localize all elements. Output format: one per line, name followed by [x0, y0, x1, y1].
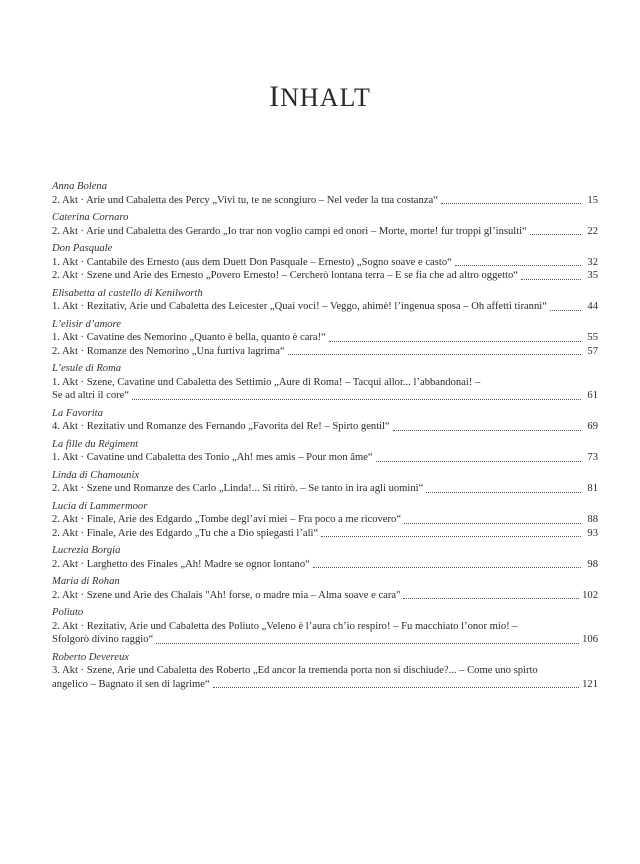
toc-item-text: 1. Akt · Szene, Cavatine und Cabaletta des Settimio „Aure di Roma! – Tacqui allor... l’abbandonai! – — [52, 376, 481, 388]
toc-entry — [52, 469, 598, 496]
page-number: 88 — [587, 514, 598, 525]
page-number: 32 — [587, 256, 598, 268]
page-number: 35 — [587, 270, 598, 281]
page-number: 55 — [587, 332, 598, 343]
opera-title: L’esule di Roma — [52, 363, 122, 374]
toc-item — [52, 389, 598, 403]
opera-title: Poliuto — [52, 607, 84, 618]
page-title-text: INHALT — [269, 80, 371, 113]
toc-item-text: 1. Akt · Cavatine und Cabaletta des Tonio „Ah! mes amis – Pour mon âme“ — [52, 452, 373, 463]
opera-title: Elisabetta al castello di Kenilworth — [52, 287, 203, 299]
toc-entry — [52, 211, 598, 238]
toc-item — [52, 345, 598, 359]
toc-item-text: 2. Akt · Szene und Arie des Ernesto „Povero Ernesto! – Cercherò lontana terra – E se fia che ad altro oggetto“ — [52, 270, 518, 281]
opera-title: Caterina Cornaro — [52, 212, 129, 223]
dot-leader — [550, 309, 581, 311]
opera-title: Linda di Chamounix — [52, 469, 140, 481]
dot-leader — [376, 460, 581, 462]
toc-entry — [52, 544, 598, 571]
opera-title: Don Pasquale — [52, 243, 113, 254]
page-number: 61 — [587, 390, 598, 401]
toc-item — [52, 300, 598, 314]
page-number: 93 — [587, 527, 598, 539]
page-number: 69 — [587, 421, 598, 432]
dot-leader — [455, 264, 581, 266]
toc-item — [52, 256, 598, 270]
dot-leader — [441, 202, 581, 204]
page-number: 81 — [587, 483, 598, 494]
opera-title: Anna Bolena — [52, 181, 108, 192]
dot-leader — [132, 398, 581, 400]
opera-title: La Favorita — [52, 407, 103, 419]
opera-title: La fille du Régiment — [52, 438, 139, 450]
dot-leader — [521, 278, 581, 280]
toc-item-text: 2. Akt · Szene und Romanze des Carlo „Linda!... Si ritirò. – Se tanto in ira agli uomini“ — [52, 483, 424, 494]
toc-item — [52, 482, 598, 496]
dot-leader — [313, 566, 581, 568]
toc-item — [52, 589, 598, 603]
toc-item — [52, 420, 598, 434]
page-number: 106 — [582, 634, 598, 645]
dot-leader — [530, 233, 581, 235]
opera-title: Maria di Rohan — [52, 576, 120, 587]
toc-item-text: 2. Akt · Finale, Arie des Edgardo „Tombe degl’avi miei – Fra poco a me ricovero“ — [52, 514, 402, 525]
toc-item — [52, 194, 598, 208]
page-number: 102 — [582, 589, 598, 601]
dot-leader — [213, 686, 579, 688]
opera-title: L’elisir d’amore — [52, 318, 121, 330]
toc-item-continuation: Sfolgorò divino raggio“ — [52, 634, 154, 645]
opera-title: Lucia di Lammermoor — [52, 500, 148, 512]
toc-item-text: 1. Akt · Rezitativ, Arie und Cabaletta des Leicester „Quai voci! – Veggo, ahimè! l’ingenua sposa – Oh affetti tiranni“ — [52, 301, 547, 312]
toc-item — [52, 633, 598, 647]
page-number: 121 — [582, 678, 598, 690]
page-number: 73 — [587, 452, 598, 463]
toc-entry — [52, 318, 598, 359]
dot-leader — [321, 535, 581, 537]
page-title — [0, 80, 640, 114]
dot-leader — [393, 429, 581, 431]
dot-leader — [329, 340, 581, 342]
page-number: 44 — [587, 301, 598, 312]
page-number: 57 — [587, 345, 598, 357]
toc-item — [52, 678, 598, 692]
toc-entry — [52, 606, 598, 647]
toc-entry — [52, 500, 598, 541]
opera-title: Lucrezia Borgia — [52, 545, 121, 556]
toc-item-text: 2. Akt · Szene und Arie des Chalais "Ah! forse, o madre mia – Alma soave e cara" — [52, 589, 401, 601]
dot-leader — [156, 642, 579, 644]
toc-entry — [52, 180, 598, 207]
toc-item — [52, 558, 598, 572]
toc-item — [52, 527, 598, 541]
toc-item-text: 2. Akt · Finale, Arie des Edgardo „Tu che a Dio spiegasti l’ali“ — [52, 527, 319, 539]
table-of-contents — [52, 180, 598, 695]
toc-item — [52, 451, 598, 465]
dot-leader — [426, 491, 581, 493]
toc-entry — [52, 651, 598, 692]
toc-item — [52, 225, 598, 239]
toc-entry — [52, 438, 598, 465]
toc-item — [52, 331, 598, 345]
toc-item-text: 2. Akt · Arie und Cabaletta des Gerardo „Io trar non voglio campi ed onori – Morte, morte! fur troppi gl’insulti“ — [52, 225, 527, 237]
toc-item — [52, 513, 598, 527]
toc-item-continuation: Se ad altri il core“ — [52, 390, 130, 401]
toc-entry — [52, 575, 598, 602]
toc-item-text: 3. Akt · Szene, Arie und Cabaletta des Roberto „Ed ancor la tremenda porta non si dischiude?... – Come uno spirto — [52, 665, 538, 676]
toc-item-text: 1. Akt · Cantabile des Ernesto (aus dem Duett Don Pasquale – Ernesto) „Sogno soave e casto“ — [52, 256, 452, 268]
opera-title: Roberto Devereux — [52, 651, 129, 663]
page-number: 98 — [587, 558, 598, 570]
toc-entry — [52, 362, 598, 403]
toc-item — [52, 269, 598, 283]
page-number: 22 — [587, 225, 598, 237]
toc-item-text: 2. Akt · Rezitativ, Arie und Cabaletta des Poliuto „Veleno è l’aura ch’io respiro! – Fu macchiato l’onor mio! – — [52, 620, 518, 632]
dot-leader — [288, 353, 581, 355]
toc-item-text: 2. Akt · Arie und Cabaletta des Percy „Vivi tu, te ne scongiuro – Nel veder la tua costanza“ — [52, 194, 438, 206]
page-number: 15 — [587, 194, 598, 206]
dot-leader — [404, 522, 581, 524]
toc-item-text: 2. Akt · Romanze des Nemorino „Una furtiva lagrima“ — [52, 345, 285, 357]
toc-item-text: 1. Akt · Cavatine des Nemorino „Quanto è bella, quanto è cara!“ — [52, 332, 326, 343]
toc-item-continuation: angelico – Bagnato il sen di lagrime“ — [52, 678, 210, 690]
toc-entry — [52, 407, 598, 434]
toc-item-text: 4. Akt · Rezitativ und Romanze des Fernando „Favorita del Re! – Spirto gentil“ — [52, 421, 390, 432]
dot-leader — [403, 597, 579, 599]
toc-entry — [52, 287, 598, 314]
toc-item-text: 2. Akt · Larghetto des Finales „Ah! Madre se ognor lontano“ — [52, 558, 310, 570]
toc-entry — [52, 242, 598, 283]
